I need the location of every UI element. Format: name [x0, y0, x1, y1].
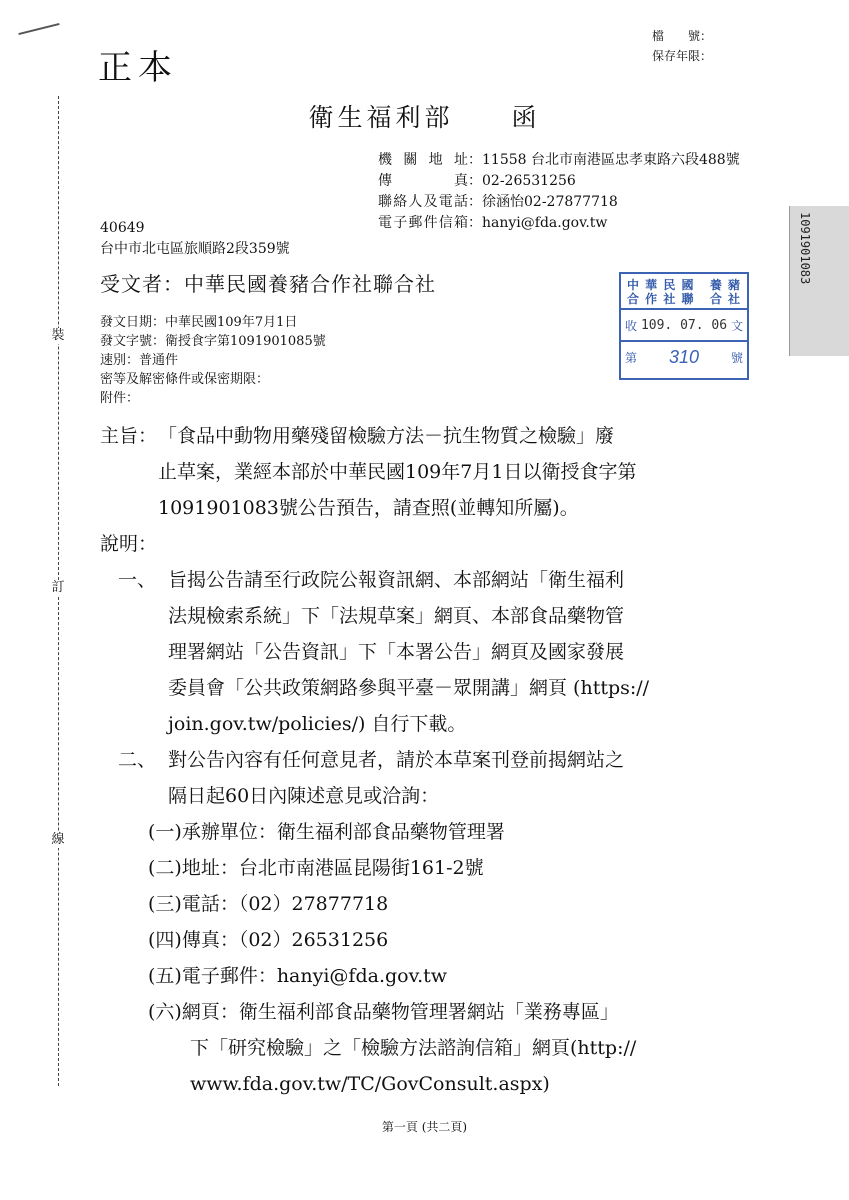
stamp-no-suffix: 號	[730, 350, 743, 365]
item1-line-4: 委員會「公共政策網路參與平臺－眾開講」網頁 (https://	[168, 677, 650, 699]
sender-address: ：11558 台北市南港區忠孝東路六段488號	[468, 152, 740, 168]
item2-line-1: 對公告內容有任何意見者，請於本草案刊登前揭網站之	[168, 749, 625, 771]
address-label: 機關地址	[378, 152, 468, 168]
explanation-label: 說明：	[100, 533, 158, 555]
item1-line-3: 理署網站「公告資訊」下「本署公告」網頁及國家發展	[168, 641, 625, 663]
file-number-label: 檔 號：	[652, 29, 713, 43]
recipient-address	[100, 218, 290, 260]
binding-mark-xian: 線	[48, 832, 68, 848]
stamp-number: 310	[668, 346, 700, 367]
page-edge-tab	[789, 206, 849, 356]
delivery-speed: 速別：普通件	[100, 353, 179, 368]
contact-fax: (四)傳真：（02）26531256	[148, 929, 389, 951]
contact-web-line-1: (六)網頁：衛生福利部食品藥物管理署網站「業務專區」	[148, 1001, 619, 1023]
received-stamp	[619, 272, 749, 380]
contact-address: (二)地址：台北市南港區昆陽街161-2號	[148, 857, 484, 879]
edge-tab-number: 1091901083	[798, 212, 812, 285]
stamp-received-label: 收	[625, 318, 638, 333]
document-title: 衛生福利部 函	[308, 103, 541, 132]
email-label: 電子郵件信箱	[378, 215, 468, 231]
stamp-org-left: 中 華 民 國 合 作 社 聯	[627, 278, 695, 306]
page-footer: 第一頁 (共二頁)	[381, 1120, 468, 1134]
sender-info	[378, 150, 740, 234]
stamp-org-right: 養 豬 合 社	[709, 278, 741, 306]
stamp-doc-label: 文	[730, 318, 743, 333]
item1-line-1: 旨揭公告請至行政院公報資訊網、本部網站「衛生福利	[168, 569, 625, 591]
subject-line-2: 止草案，業經本部於中華民國109年7月1日以衛授食字第	[158, 461, 637, 483]
binding-line	[48, 96, 68, 1086]
document-number: 發文字號：衛授食字第1091901085號	[100, 334, 326, 349]
pen-mark	[18, 23, 59, 35]
issue-date: 發文日期：中華民國109年7月1日	[100, 315, 298, 330]
item2-line-2: 隔日起60日內陳述意見或洽詢：	[168, 785, 440, 807]
item1-marker: 一、	[118, 569, 157, 591]
contact-unit: (一)承辦單位：衛生福利部食品藥物管理署	[148, 821, 505, 843]
binding-mark-zhuang: 裝	[48, 328, 68, 344]
document-meta	[100, 313, 326, 408]
subject-label: 主旨：	[100, 425, 158, 447]
retention-period-label: 保存年限：	[652, 49, 713, 63]
fax-label: 傳 真	[378, 173, 468, 189]
contact-phone: (三)電話：（02）27877718	[148, 893, 389, 915]
binding-mark-ding: 訂	[48, 580, 68, 596]
contact-web-line-2: 下「研究檢驗」之「檢驗方法諮詢信箱」網頁(http://	[190, 1037, 637, 1059]
contact-label: 聯絡人及電話	[378, 194, 468, 210]
sender-contact: ：徐涵怡02-27877718	[468, 194, 618, 210]
item1-line-5: join.gov.tw/policies/) 自行下載。	[168, 713, 467, 735]
contact-email: (五)電子郵件：hanyi@fda.gov.tw	[148, 965, 448, 987]
original-copy-mark: 正本	[98, 48, 178, 88]
archive-block	[652, 26, 712, 66]
postal-code: 40649	[100, 220, 145, 236]
subject-line-3: 1091901083號公告預告，請查照(並轉知所屬)。	[158, 497, 579, 519]
secrecy-level: 密等及解密條件或保密期限：	[100, 372, 270, 387]
contact-web-line-3: www.fda.gov.tw/TC/GovConsult.aspx)	[190, 1073, 550, 1095]
subject-line-1: 「食品中動物用藥殘留檢驗方法－抗生物質之檢驗」廢	[158, 425, 615, 447]
receiver: 受文者：中華民國養豬合作社聯合社	[100, 272, 436, 296]
sender-email: ：hanyi@fda.gov.tw	[468, 215, 608, 231]
attachments: 附件：	[100, 391, 140, 406]
stamp-no-label: 第	[625, 350, 638, 365]
item2-marker: 二、	[118, 749, 157, 771]
stamp-date: 109. 07. 06	[640, 317, 728, 333]
sender-fax: ：02-26531256	[468, 173, 576, 189]
recipient-street: 台中市北屯區旅順路2段359號	[100, 241, 290, 257]
item1-line-2: 法規檢索系統」下「法規草案」網頁、本部食品藥物管	[168, 605, 625, 627]
